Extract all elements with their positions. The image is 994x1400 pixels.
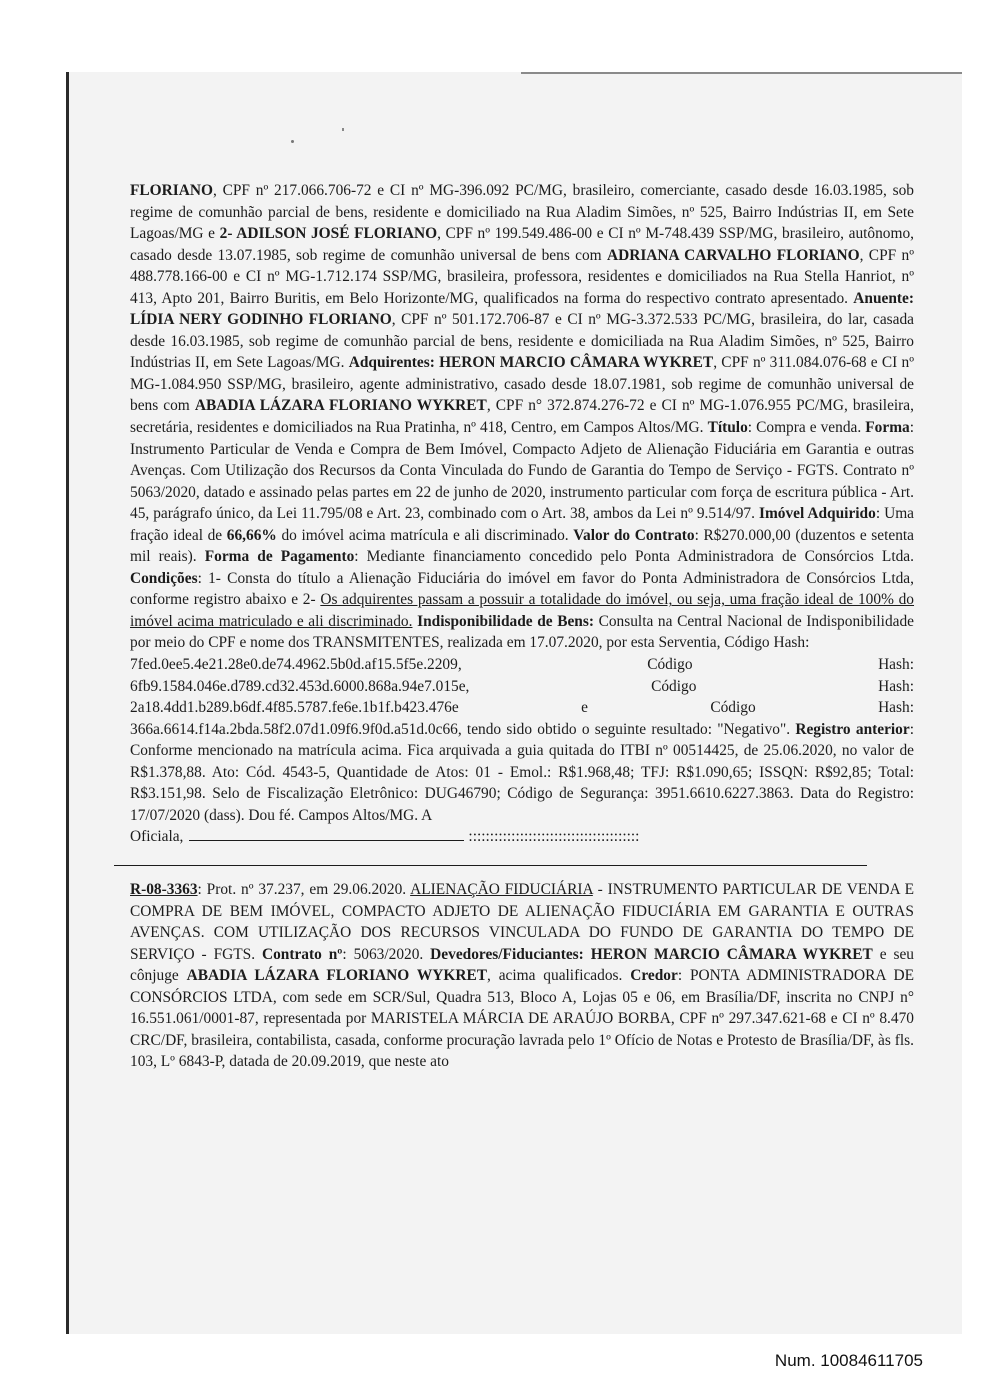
text-run: Título <box>707 419 748 437</box>
text-run: , CPF n° 372.874.276-72 e CI nº MG-1.076.955 PC/MG, brasileira, secretária, residentes e domiciliados na Rua Pratinha, nº 418, Centro, em Campos Altos/MG. <box>130 397 914 437</box>
text-run: do imóvel acima matrícula e ali discriminado. <box>276 526 574 544</box>
text-run: : R$270.000,00 (duzentos e setenta mil reais). <box>130 526 915 566</box>
text-run: , acima qualificados. <box>486 967 631 985</box>
text-run: Devedores/Fiduciantes: HERON MARCIO CÂMARA WYKRET <box>430 945 873 963</box>
text-run: Credor <box>630 967 678 985</box>
signature-label: Oficiala, <box>130 828 184 846</box>
signature-line <box>130 826 914 848</box>
scanned-page <box>66 72 962 1334</box>
signature-dots: :::::::::::::::::::::::::::::::::::::::: <box>468 828 640 846</box>
hash-cell: Hash: <box>878 699 914 717</box>
text-run: Contrato nº <box>261 945 343 963</box>
scan-speck <box>291 140 294 143</box>
text-run: ADRIANA CARVALHO FLORIANO <box>606 246 860 264</box>
paragraph-r-08-3363 <box>130 879 914 1073</box>
text-run: : PONTA ADMINISTRADORA DE CONSÓRCIOS LTDA, com sede em SCR/Sul, Quadra 513, Bloco A, Lojas 05 e 06, em Brasília/DF, inscrita no CNPJ n° 16.551.061/0001-87, representada por MARISTELA MÁRCIA DE ARAÚJO BORBA, CPF nº 297.347.621-68 e CI nº 8.470 CRC/DF, brasileira, contabilista, casada, conforme procuração lavrada pelo 1º Ofício de Notas e Protesto de Brasília/DF, às fls. 103, Lº 6843-P, datada de 20.09.2019, que neste ato <box>130 967 914 1071</box>
text-run: FLORIANO <box>130 182 213 199</box>
hash-cell: 2a18.4dd1.b289.b6df.4f85.5787.fe6e.1b1f.b423.476e <box>130 699 459 717</box>
hash-cell: e <box>581 699 588 717</box>
document-number: Num. 10084611705 <box>774 1351 923 1370</box>
hash-row <box>130 697 914 719</box>
signature-blank <box>189 826 464 841</box>
hash-cell: Hash: <box>878 677 914 695</box>
paragraph-transmittentes <box>130 180 914 654</box>
paragraph-registro-anterior <box>130 719 914 827</box>
page-edge-left <box>66 72 69 1334</box>
text-run: Registro anterior <box>795 720 910 738</box>
registry-text <box>130 180 914 1073</box>
text-run: R-08-3363 <box>130 880 198 898</box>
text-run: - INSTRUMENTO PARTICULAR DE VENDA E COMPRA DE BEM IMÓVEL, COMPACTO ADJETO DE ALIENAÇÃO FIDUCIÁRIA EM GARANTIA E OUTRAS AVENÇAS. COM UTILIZAÇÃO DOS RECURSOS VINCULADA DO FUNDO DE GARANTIA DO TEMPO DE SERVIÇO - FGTS. <box>130 880 914 963</box>
hash-row <box>130 676 914 698</box>
text-run: Anuente: LÍDIA NERY GODINHO FLORIANO <box>130 289 914 329</box>
text-run: : Uma fração ideal de <box>130 505 914 544</box>
text-run: 66,66% <box>226 526 277 544</box>
text-run: ALIENAÇÃO FIDUCIÁRIA <box>410 880 593 898</box>
text-run: Forma <box>865 419 910 437</box>
text-run: Indisponibilidade de Bens: <box>417 612 594 630</box>
text-run: , CPF nº 311.084.076-68 e CI nº MG-1.084.950 SSP/MG, brasileiro, agente administrativo, casado desde 18.07.1981, sob regime de comunhão universal de bens com <box>130 354 915 415</box>
hash-cell: 7fed.0ee5.4e21.28e0.de74.4962.5b0d.af15.5f5e.2209, <box>130 656 462 674</box>
text-run: Imóvel Adquirido <box>758 505 876 523</box>
page-edge-top <box>521 72 962 74</box>
hash-cell: Código <box>651 677 697 695</box>
hash-cell: Código <box>710 699 756 717</box>
text-run: , CPF nº 199.549.486-00 e CI nº M-748.439 SSP/MG, brasileiro, autônomo, casado desde 13.07.1985, sob regime de comunhão universal de bens com <box>130 225 915 264</box>
text-run: : Compra e venda. <box>747 419 866 437</box>
text-run: , CPF nº 488.778.166-00 e CI nº MG-1.712.174 SSP/MG, brasileira, professora, residentes e domiciliados na Rua Stella Hanriot, nº 413, Apto 201, Bairro Buritis, em Belo Horizonte/MG, qualificados na forma do respectivo contrato apresentado. <box>130 246 914 307</box>
text-run: 2- ADILSON JOSÉ FLORIANO <box>219 225 438 243</box>
hash-cell: Hash: <box>878 656 914 674</box>
hash-rows <box>130 654 914 719</box>
text-run: Condições <box>130 569 198 587</box>
text-run: : Mediante financiamento concedido pelo Ponta Administradora de Consórcios Ltda. <box>354 548 914 566</box>
hash-cell: 6fb9.1584.046e.d789.cd32.453d.6000.868a.94e7.015e, <box>130 677 470 695</box>
text-run: Forma de Pagamento <box>204 548 355 566</box>
text-run: : 5063/2020. <box>342 945 431 963</box>
text-run: e seu cônjuge <box>130 945 914 985</box>
section-divider <box>114 865 867 866</box>
text-run: , CPF nº 217.066.706-72 e CI nº MG-396.092 PC/MG, brasileiro, comerciante, casado desde 16.03.1985, sob regime de comunhão parcial de bens, residente e domiciliado na Rua Aladim Simões, nº 525, Bairro Indústrias II, em Sete Lagoas/MG e <box>130 182 914 243</box>
text-run: Os adquirentes passam a possuir a totalidade do imóvel, ou seja, uma fração ideal de 100% do imóvel acima matriculado e ali discriminado. <box>130 591 915 630</box>
scan-speck <box>342 128 344 131</box>
text-run: Valor do Contrato <box>573 526 695 544</box>
text-run: : Conforme mencionado na matrícula acima. Fica arquivada a guia quitada do ITBI nº 00514425, de 25.06.2020, no valor de R$1.378,88. Ato: Cód. 4543-5, Quantidade de Atos: 01 - Emol.: R$1.968,48; TFJ: R$1.090,65; ISSQN: R$92,85; Total: R$3.151,98. Selo de Fiscalização Eletrônico: DUG46790; Código de Segurança: 3951.6610.6227.3863. Data do Registro: 17/07/2020 (dass). Dou fé. Campos Altos/MG. A <box>130 720 914 824</box>
text-run: , CPF nº 501.172.706-87 e CI nº MG-3.372.533 PC/MG, brasileira, do lar, casada desde 16.03.1985, sob regime de comunhão parcial de bens, residente e domiciliada na Rua Aladim Simões, nº 525, Bairro Indústrias II, em Sete Lagoas/MG. <box>130 311 915 372</box>
text-run: ABADIA LÁZARA FLORIANO WYKRET <box>186 967 487 985</box>
text-run: Consulta na Central Nacional de Indisponibilidade por meio do CPF e nome dos TRANSMITENTES, realizada em 17.07.2020, por esta Serventia, Código Hash: <box>130 612 914 652</box>
text-run: : Instrumento Particular de Venda e Compra de Bem Imóvel, Compacto Adjeto de Alienação Fiduciária em Garantia e outras Avenças. Com Utilização dos Recursos da Conta Vinculada do Fundo de Garantia do Tempo de Serviço - FGTS. Contrato nº 5063/2020, datado e assinado pelas partes em 22 de junho de 2020, instrumento particular com força de escritura pública - Art. 45, parágrafo único, da Lei 11.795/08 e Art. 23, combinado com o Art. 38, ambos da Lei nº 9.514/97. <box>130 419 914 523</box>
text-run: : 1- Consta do título a Alienação Fiduciária do imóvel em favor do Ponta Administradora de Consórcios Ltda, conforme registro abaixo e 2- <box>130 569 914 609</box>
text-run: 366a.6614.f14a.2bda.58f2.07d1.09f6.9f0d.a51d.0c66, tendo sido obtido o seguinte resultado: "Negativo". <box>130 720 796 738</box>
text-run: ABADIA LÁZARA FLORIANO WYKRET <box>194 397 487 415</box>
text-run: : Prot. nº 37.237, em 29.06.2020. <box>197 880 411 898</box>
text-run: Adquirentes: HERON MARCIO CÂMARA WYKRET <box>348 354 714 372</box>
hash-cell: Código <box>647 656 693 674</box>
hash-row <box>130 654 914 676</box>
